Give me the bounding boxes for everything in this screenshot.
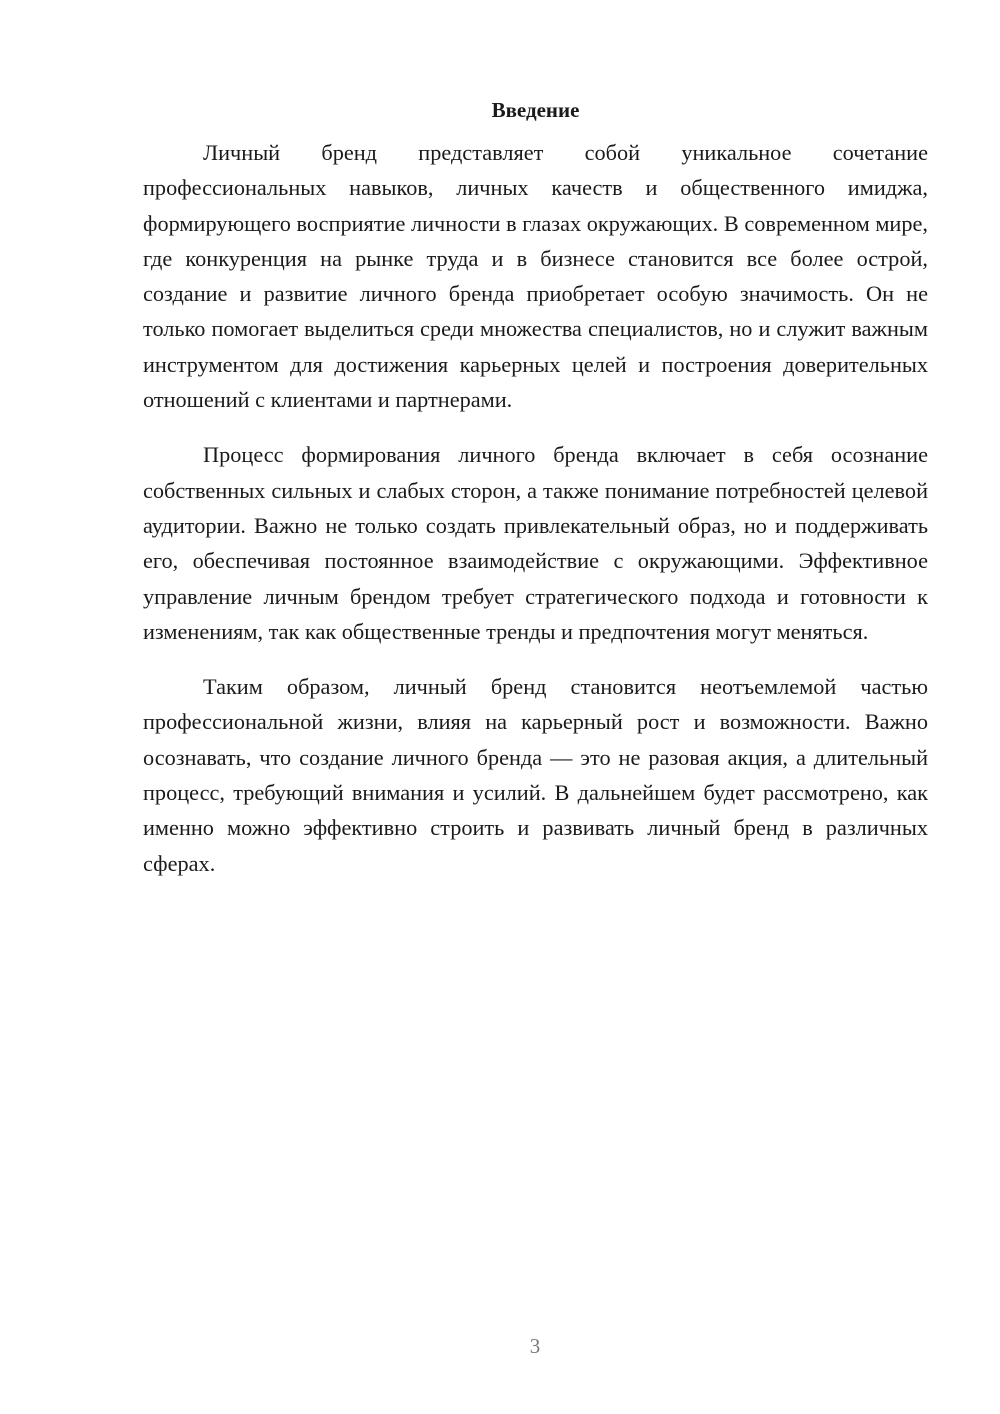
page-number: 3 bbox=[529, 1334, 541, 1358]
page-content bbox=[143, 96, 928, 901]
paragraph-2: Процесс формирования личного бренда включает в себя осознание собственных сильных и слабых сторон, а также понимание потребностей целевой аудитории. Важно не только создать привлекательный образ, но и поддерживать его, обеспечивая постоянное взаимодействие с окружающими. Эффективное управление личным брендом требует стратегического подхода и готовности к изменениям, так как общественные тренды и предпочтения могут меняться. bbox=[143, 442, 928, 644]
paragraph-3: Таким образом, личный бренд становится неотъемлемой частью профессиональной жизни, влияя на карьерный рост и возможности. Важно осознавать, что создание личного бренда — это не разовая акция, а длительный процесс, требующий внимания и усилий. В дальнейшем будет рассмотрено, как именно можно эффективно строить и развивать личный бренд в различных сферах. bbox=[143, 674, 928, 876]
section-title: Введение bbox=[491, 98, 580, 122]
paragraph-1: Личный бренд представляет собой уникальное сочетание профессиональных навыков, личных качеств и общественного имиджа, формирующего восприятие личности в глазах окружающих. В современном мире, где конкуренция на рынке труда и в бизнесе становится все более острой, создание и развитие личного бренда приобретает особую значимость. Он не только помогает выделиться среди множества специалистов, но и служит важным инструментом для достижения карьерных целей и построения доверительных отношений с клиентами и партнерами. bbox=[143, 140, 928, 413]
